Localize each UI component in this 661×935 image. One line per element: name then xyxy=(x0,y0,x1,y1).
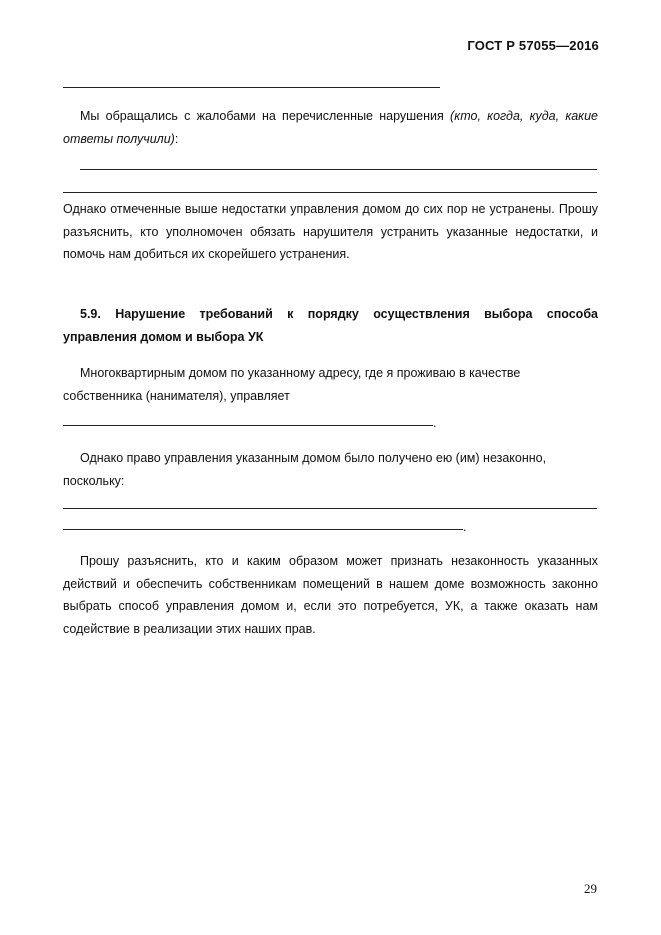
complaints-body: Однако отмеченные выше недостатки управления домом до сих пор не устранены. Прошу разъяснить, кто уполномочен обязать нарушителя устранить указанные недостатки, и помочь нам добиться их скорейшего устранения. xyxy=(63,202,598,261)
management-paragraph: Многоквартирным домом по указанному адресу, где я проживаю в качестве собственника (нанимателя), управляет xyxy=(63,366,521,403)
document-code: ГОСТ Р 57055—2016 xyxy=(467,38,599,53)
fill-in-line xyxy=(63,87,440,88)
complaints-intro xyxy=(63,105,598,150)
complaints-intro-hint: (кто, когда, куда, какие ответы получили) xyxy=(63,109,598,146)
complaints-intro-text: Мы обращались с жалобами на перечисленные нарушения xyxy=(80,109,451,123)
fill-in-line xyxy=(63,425,433,426)
fill-in-line xyxy=(63,508,597,509)
fill-in-line xyxy=(63,529,463,530)
section-heading: 5.9. Нарушение требований к порядку осуществления выбора способа управления домом и выбора УК xyxy=(63,307,598,344)
line-period: . xyxy=(463,520,467,534)
line-period: . xyxy=(433,416,437,430)
fill-in-line xyxy=(80,169,597,170)
request-paragraph: Прошу разъяснить, кто и каким образом может признать незаконность указанных действий и обеспечить собственникам помещений в нашем доме возможность законно выбрать способ управления домом и, если это потребуется, УК, а также оказать нам содействие в реализации этих наших прав. xyxy=(63,554,598,636)
page-number: 29 xyxy=(584,881,597,896)
illegal-rights-paragraph: Однако право управления указанным домом было получено ею (им) незаконно, поскольку: xyxy=(63,451,547,488)
complaints-intro-colon: : xyxy=(174,131,179,146)
fill-in-line xyxy=(63,192,597,193)
